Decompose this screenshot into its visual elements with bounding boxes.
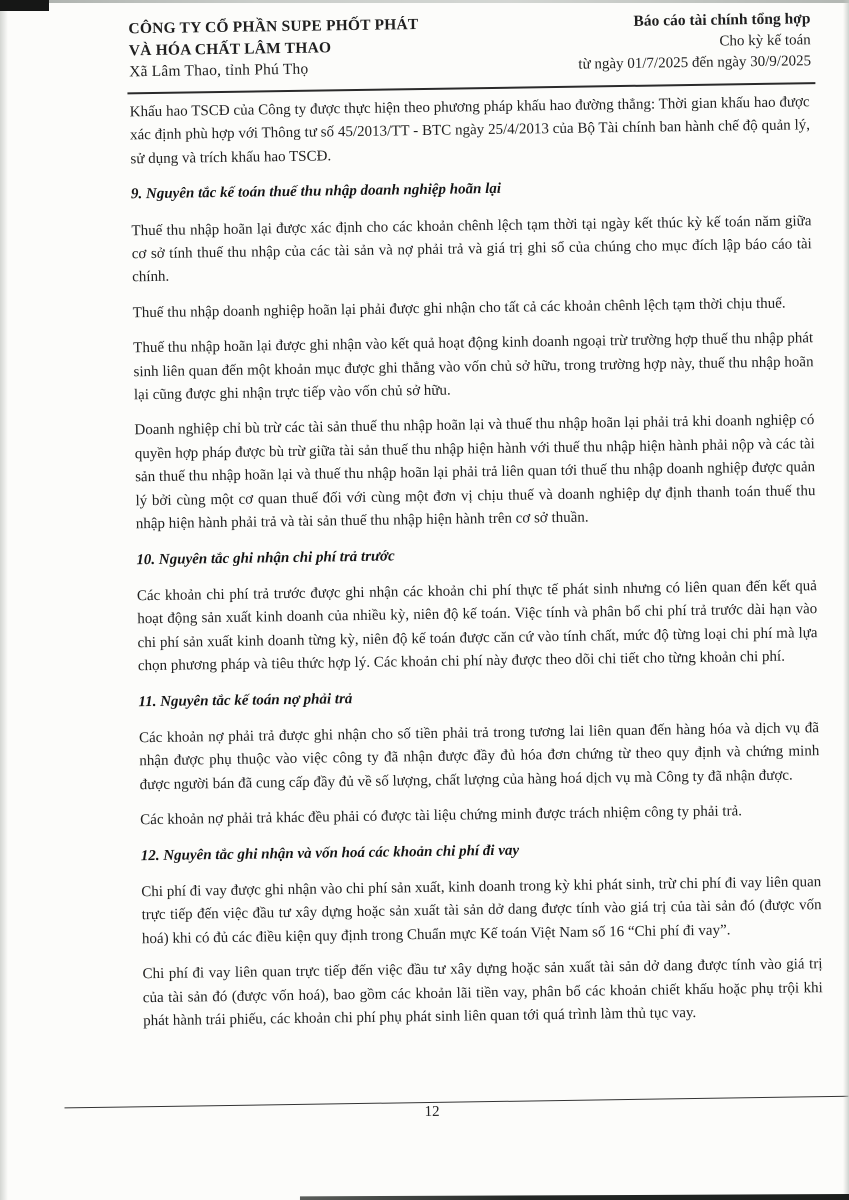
- body-paragraph: Doanh nghiệp chỉ bù trừ các tài sản thuế thu nhập hoãn lại và thuế thu nhập hoãn lại phải trả khi doanh nghiệp có quyền hợp pháp được bù trừ giữa tài sản thuế thu nhập hiện hành với thuế thu nhập hiện hành phải nộp và các tài sản thuế thu nhập hoãn lại và thuế thu nhập hoãn lại phải trả liên quan tới thuế thu nhập doanh nghiệp được quản lý bởi cùng một cơ quan thuế đối với cùng một đơn vị chịu thuế và doanh nghiệp dự định thanh toán thuế thu nhập hiện hành phải trả và tài sản thuế thu nhập hiện hành trên cơ sở thuần.: [134, 412, 816, 533]
- report-title-block: [578, 8, 812, 76]
- page-number: 12: [424, 1103, 440, 1121]
- report-period-range: từ ngày 01/7/2025 đến ngày 30/9/2025: [578, 53, 812, 73]
- section-heading: 12. Nguyên tắc ghi nhận và vốn hoá các khoản chi phí đi vay: [140, 842, 520, 864]
- document-footer: [7, 1090, 849, 1143]
- scan-edge-left: [0, 0, 8, 1200]
- scan-edge-top: [0, 0, 849, 3]
- company-name-line2: VÀ HÓA CHẤT LÂM THAO: [128, 38, 332, 59]
- company-name-line1: CÔNG TY CỔ PHẦN SUPE PHỐT PHÁT: [128, 16, 419, 38]
- scan-edge-right: [843, 0, 849, 1200]
- body-paragraph: Chi phí đi vay được ghi nhận vào chi phí sản xuất, kinh doanh trong kỳ khi phát sinh, trừ chi phí đi vay liên quan trực tiếp đến việc đầu tư xây dựng hoặc sản xuất tài sản dở dang được tính vào giá trị của tài sản đó (được vốn hoá) khi có đủ các điều kiện quy định trong Chuẩn mực Kế toán Việt Nam số 16 “Chi phí đi vay”.: [141, 874, 822, 948]
- body-paragraph: Thuế thu nhập hoãn lại được xác định cho các khoản chênh lệch tạm thời tại ngày kết thúc kỳ kế toán năm giữa cơ sở tính thuế thu nhập của các tài sản và nợ phải trả và giá trị ghi sổ của chúng cho mục đích lập báo cáo tài chính.: [131, 212, 812, 286]
- section-heading: 11. Nguyên tắc kế toán nợ phải trả: [138, 690, 353, 710]
- company-block: [128, 14, 419, 83]
- scan-artifact-corner-bar: [0, 0, 49, 11]
- document-header: [128, 8, 811, 83]
- report-period-label: Cho kỳ kế toán: [719, 31, 811, 50]
- body-paragraph: Các khoản chi phí trả trước được ghi nhận các khoản chi phí thực tế phát sinh nhưng có liên quan đến kết quả hoạt động sản xuất kinh doanh của nhiều kỳ, niên độ kế toán. Việc tính và phân bổ chi phí trả trước dài hạn vào chi phí sản xuất kinh doanh từng kỳ, niên độ kế toán được căn cứ vào tính chất, mức độ từng loại chi phí mà lựa chọn phương pháp và tiêu thức hợp lý. Các khoản chi phí này được theo dõi chi tiết cho từng khoản chi phí.: [136, 578, 818, 675]
- section-heading: 9. Nguyên tắc kế toán thuế thu nhập doanh nghiệp hoãn lại: [130, 181, 502, 203]
- body-paragraph: Chi phí đi vay liên quan trực tiếp đến việc đầu tư xây dựng hoặc sản xuất tài sản dở dang được tính vào giá trị của tài sản đó (được vốn hoá), bao gồm các khoản lãi tiền vay, phân bổ các khoản chiết khấu hoặc phụ trội khi phát hành trái phiếu, các khoản chi phí phụ phát sinh liên quan tới quá trình làm thủ tục vay.: [142, 956, 823, 1030]
- body-paragraph: Thuế thu nhập hoãn lại được ghi nhận vào kết quả hoạt động kinh doanh ngoại trừ trường hợp thuế thu nhập phát sinh liên quan đến một khoản mục được ghi thẳng vào vốn chủ sở hữu, trong trường hợp này, thuế thu nhập hoãn lại cũng được ghi nhận trực tiếp vào vốn chủ sở hữu.: [133, 330, 814, 404]
- body-paragraph: Thuế thu nhập doanh nghiệp hoãn lại phải được ghi nhận cho tất cả các khoản chênh lệch tạm thời chịu thuế.: [132, 295, 786, 322]
- section-heading: 10. Nguyên tắc ghi nhận chi phí trả trước: [136, 547, 395, 568]
- body-paragraph: Các khoản nợ phải trả được ghi nhận cho số tiền phải trả trong tương lai liên quan đến hàng hóa và dịch vụ đã nhận được phụ thuộc vào việc công ty đã nhận được đầy đủ hóa đơn chứng từ theo quy định và chứng minh được người bán đã cung cấp đầy đủ về số lượng, chất lượng của hàng hoá dịch vụ mà Công ty đã nhận được.: [138, 720, 820, 793]
- body-paragraph: Các khoản nợ phải trả khác đều phải có được tài liệu chứng minh được trách nhiệm công ty phải trả.: [140, 803, 743, 829]
- body-paragraph: Khấu hao TSCĐ của Công ty được thực hiện theo phương pháp khấu hao đường thẳng: Thời gian khấu hao được xác định phù hợp với Thông tư số 45/2013/TT - BTC ngày 25/4/2013 của Bộ Tài chính ban hành chế độ quản lý, sử dụng và trích khấu hao TSCĐ.: [129, 94, 811, 168]
- report-title: Báo cáo tài chính tổng hợp: [633, 10, 811, 30]
- document-body: [130, 91, 824, 1045]
- company-address: Xã Lâm Thao, tỉnh Phú Thọ: [129, 60, 309, 81]
